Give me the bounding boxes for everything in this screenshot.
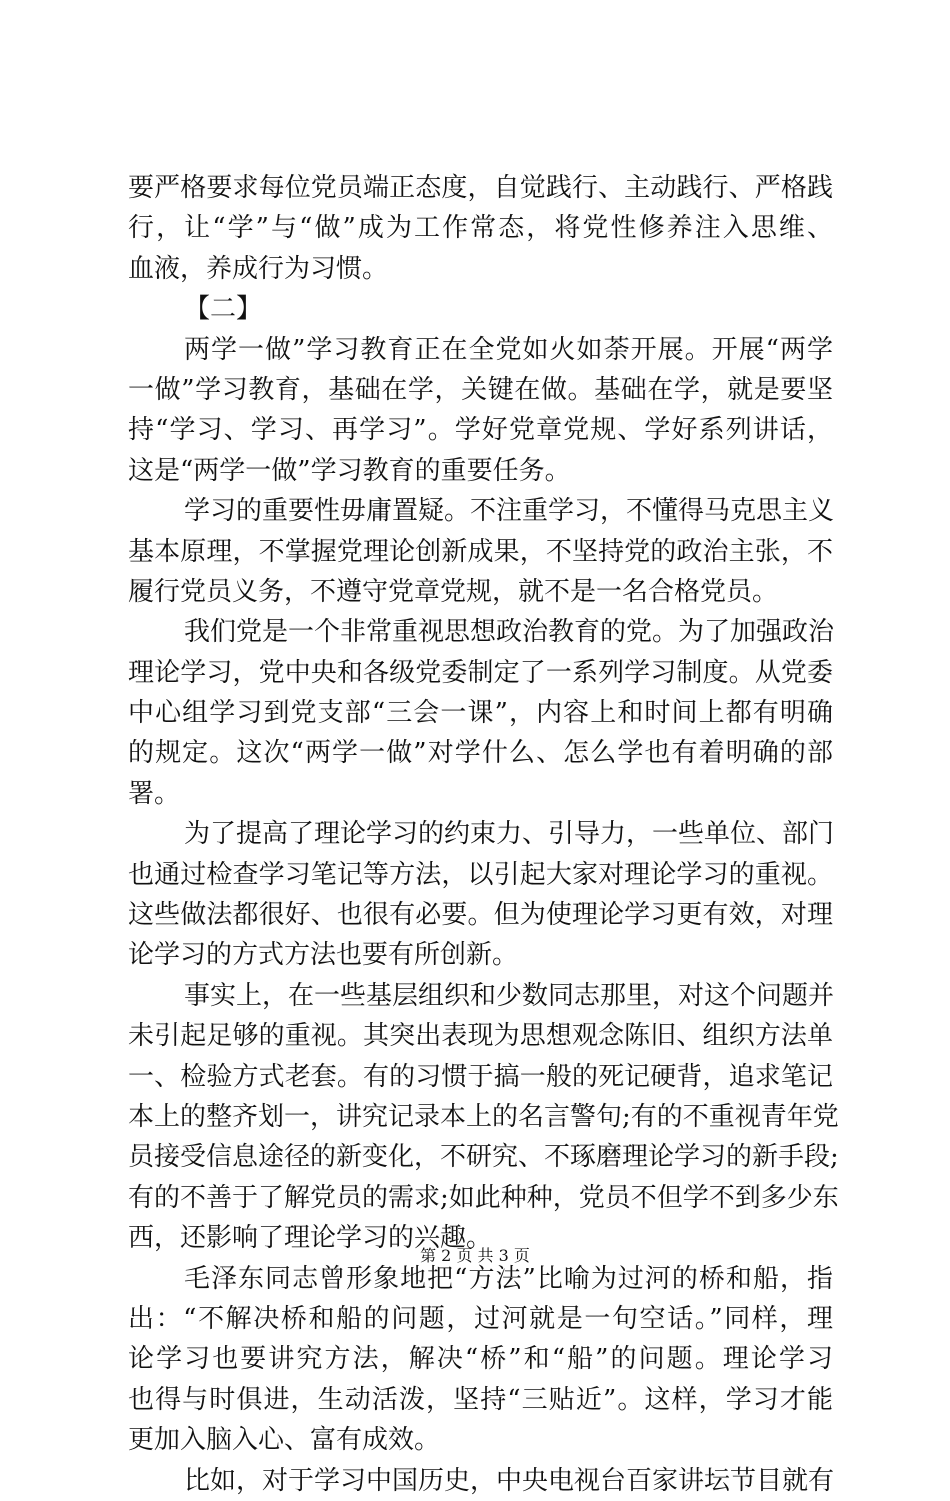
- text-line: 也通过检查学习笔记等方法，以引起大家对理论学习的重视。: [128, 859, 833, 890]
- paragraph-3: [128, 491, 833, 612]
- paragraph-5: [128, 814, 833, 976]
- text-line: 比如，对于学习中国历史，中央电视台百家讲坛节目就有: [184, 1465, 835, 1496]
- text-line: 毛泽东同志曾形象地把“方法”比喻为过河的桥和船，指: [184, 1263, 833, 1294]
- paragraph-2: [128, 330, 833, 492]
- text-line: 西，还影响了理论学习的兴趣。: [128, 1223, 493, 1254]
- paragraph-1: [128, 168, 833, 289]
- page-number-footer: 第 2 页 共 3 页: [420, 1246, 530, 1265]
- text-line: 血液，养成行为习惯。: [128, 253, 389, 284]
- text-line: 一做”学习教育，基础在学，关键在做。基础在学，就是要坚: [128, 374, 833, 405]
- text-line: 更加入脑入心、富有成效。: [128, 1425, 441, 1456]
- text-line: 为了提高了理论学习的约束力、引导力，一些单位、部门: [184, 819, 835, 850]
- text-line: 两学一做”学习教育正在全党如火如荼开展。开展“两学: [184, 334, 833, 365]
- text-line: 一、检验方式老套。有的习惯于搞一般的死记硬背，追求笔记: [128, 1061, 833, 1092]
- text-line: 论学习也要讲究方法，解决“桥”和“船”的问题。理论学习: [128, 1344, 833, 1375]
- text-line: 署。: [128, 778, 181, 809]
- text-line: 理论学习，党中央和各级党委制定了一系列学习制度。从党委: [128, 657, 833, 688]
- document-body: [128, 168, 839, 1501]
- text-line: 事实上，在一些基层组织和少数同志那里，对这个问题并: [184, 980, 835, 1011]
- text-line: 这些做法都很好、也很有必要。但为使理论学习更有效，对理: [128, 900, 833, 931]
- text-line: 履行党员义务，不遵守党章党规，就不是一名合格党员。: [128, 576, 779, 607]
- text-line: 学习的重要性毋庸置疑。不注重学习，不懂得马克思主义: [184, 496, 835, 527]
- text-line: 的规定。这次“两学一做”对学什么、怎么学也有着明确的部: [128, 738, 833, 769]
- text-line: 要严格要求每位党员端正态度，自觉践行、主动践行、严格践: [128, 173, 833, 203]
- section-heading: [128, 289, 833, 329]
- paragraph-6: [128, 976, 839, 1259]
- text-line: 我们党是一个非常重视思想政治教育的党。为了加强政治: [184, 617, 835, 648]
- text-line: 基本原理，不掌握党理论创新成果，不坚持党的政治主张，不: [128, 536, 833, 567]
- text-line: 员接受信息途径的新变化，不研究、不琢磨理论学习的新手段;: [128, 1142, 839, 1173]
- text-line: 本上的整齐划一，讲究记录本上的名言警句;有的不重视青年党: [128, 1101, 839, 1132]
- text-line: 持“学习、学习、再学习”。学好党章党规、学好系列讲话，: [128, 415, 833, 446]
- text-line: 未引起足够的重视。其突出表现为思想观念陈旧、组织方法单: [128, 1021, 833, 1052]
- text-line: 中心组学习到党支部“三会一课”，内容上和时间上都有明确: [128, 698, 833, 729]
- text-line: 有的不善于了解党员的需求;如此种种，党员不但学不到多少东: [128, 1182, 839, 1213]
- paragraph-8: [128, 1461, 833, 1501]
- text-line: 行，让“学”与“做”成为工作常态，将党性修养注入思维、: [128, 213, 833, 244]
- text-line: 出：“不解决桥和船的问题，过河就是一句空话。”同样，理: [128, 1303, 833, 1334]
- text-line: 这是“两学一做”学习教育的重要任务。: [128, 455, 571, 486]
- text-line: 也得与时俱进，生动活泼，坚持“三贴近”。这样，学习才能: [128, 1384, 833, 1415]
- text-line: 论学习的方式方法也要有所创新。: [128, 940, 519, 971]
- paragraph-7: [128, 1259, 833, 1461]
- paragraph-4: [128, 612, 833, 814]
- section-heading-text: 【二】: [184, 294, 263, 325]
